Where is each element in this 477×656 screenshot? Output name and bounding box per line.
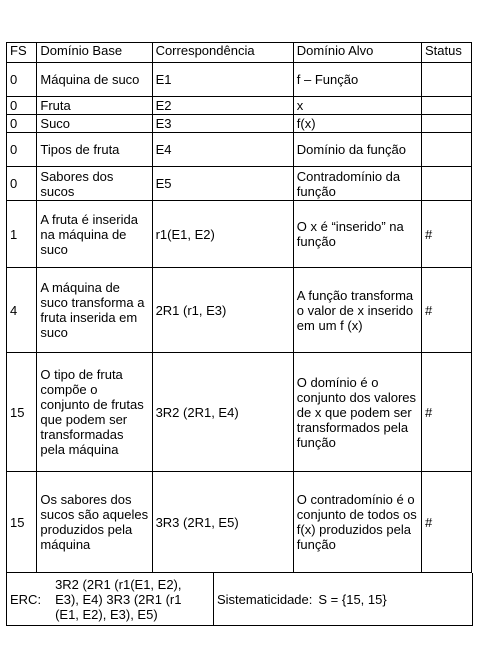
header-fs: FS xyxy=(7,43,37,63)
table-row xyxy=(7,167,472,201)
cell-base: Suco xyxy=(37,115,152,133)
cell-correspondence: E2 xyxy=(152,97,293,115)
cell-correspondence: E3 xyxy=(152,115,293,133)
table-row xyxy=(7,97,472,115)
table-header-row xyxy=(7,43,472,63)
header-base-domain: Domínio Base xyxy=(37,43,152,63)
erc-cell xyxy=(7,573,214,626)
cell-target: x xyxy=(293,97,421,115)
cell-status: # xyxy=(421,201,471,268)
cell-fs: 0 xyxy=(7,133,37,167)
cell-correspondence: 3R3 (2R1, E5) xyxy=(152,472,293,573)
cell-status xyxy=(421,167,471,201)
cell-target: O domínio é o conjunto dos valores de x que podem ser transformados pela função xyxy=(293,353,421,472)
cell-status xyxy=(421,133,471,167)
cell-correspondence: 2R1 (r1, E3) xyxy=(152,268,293,353)
cell-base: A fruta é inserida na máquina de suco xyxy=(37,201,152,268)
cell-fs: 0 xyxy=(7,63,37,97)
cell-fs: 1 xyxy=(7,201,37,268)
table-row xyxy=(7,353,472,472)
cell-correspondence: E1 xyxy=(152,63,293,97)
table-row xyxy=(7,63,472,97)
analogy-mapping-document xyxy=(6,42,472,626)
summary-row xyxy=(7,573,473,626)
table-row xyxy=(7,472,472,573)
cell-fs: 0 xyxy=(7,97,37,115)
cell-base: Sabores dos sucos xyxy=(37,167,152,201)
systematicity-value: S = {15, 15} xyxy=(318,591,387,607)
cell-target: f(x) xyxy=(293,115,421,133)
cell-fs: 15 xyxy=(7,353,37,472)
cell-target: O x é “inserido” na função xyxy=(293,201,421,268)
cell-target: O contradomínio é o conjunto de todos os f(x) produzidos pela função xyxy=(293,472,421,573)
table-row xyxy=(7,115,472,133)
cell-status xyxy=(421,115,471,133)
cell-status xyxy=(421,63,471,97)
cell-target: f – Função xyxy=(293,63,421,97)
cell-status: # xyxy=(421,353,471,472)
cell-base: Os sabores dos sucos são aqueles produzidos pela máquina xyxy=(37,472,152,573)
table-row xyxy=(7,133,472,167)
header-target-domain: Domínio Alvo xyxy=(293,43,421,63)
cell-fs: 0 xyxy=(7,167,37,201)
cell-fs: 4 xyxy=(7,268,37,353)
table-row xyxy=(7,201,472,268)
header-status: Status xyxy=(421,43,471,63)
cell-status xyxy=(421,97,471,115)
table-row xyxy=(7,268,472,353)
cell-correspondence: r1(E1, E2) xyxy=(152,201,293,268)
cell-base: Tipos de fruta xyxy=(37,133,152,167)
systematicity-label: Sistematicidade: xyxy=(217,591,313,607)
erc-label: ERC: xyxy=(10,591,42,607)
cell-target: A função transforma o valor de x inserido em um f (x) xyxy=(293,268,421,353)
cell-base: Máquina de suco xyxy=(37,63,152,97)
cell-correspondence: E5 xyxy=(152,167,293,201)
cell-status: # xyxy=(421,268,471,353)
cell-base: O tipo de fruta compõe o conjunto de frutas que podem ser transformadas pela máquina xyxy=(37,353,152,472)
erc-value: 3R2 (2R1 (r1(E1, E2), E3), E4) 3R3 (2R1 (r1 (E1, E2), E3), E5) xyxy=(55,576,182,622)
mapping-table xyxy=(6,42,472,573)
cell-target: Contradomínio da função xyxy=(293,167,421,201)
cell-fs: 15 xyxy=(7,472,37,573)
cell-fs: 0 xyxy=(7,115,37,133)
cell-correspondence: 3R2 (2R1, E4) xyxy=(152,353,293,472)
summary-table xyxy=(6,573,473,626)
cell-base: Fruta xyxy=(37,97,152,115)
cell-status: # xyxy=(421,472,471,573)
cell-target: Domínio da função xyxy=(293,133,421,167)
cell-base: A máquina de suco transforma a fruta inserida em suco xyxy=(37,268,152,353)
header-correspondence: Correspondência xyxy=(152,43,293,63)
systematicity-cell xyxy=(214,573,473,626)
cell-correspondence: E4 xyxy=(152,133,293,167)
